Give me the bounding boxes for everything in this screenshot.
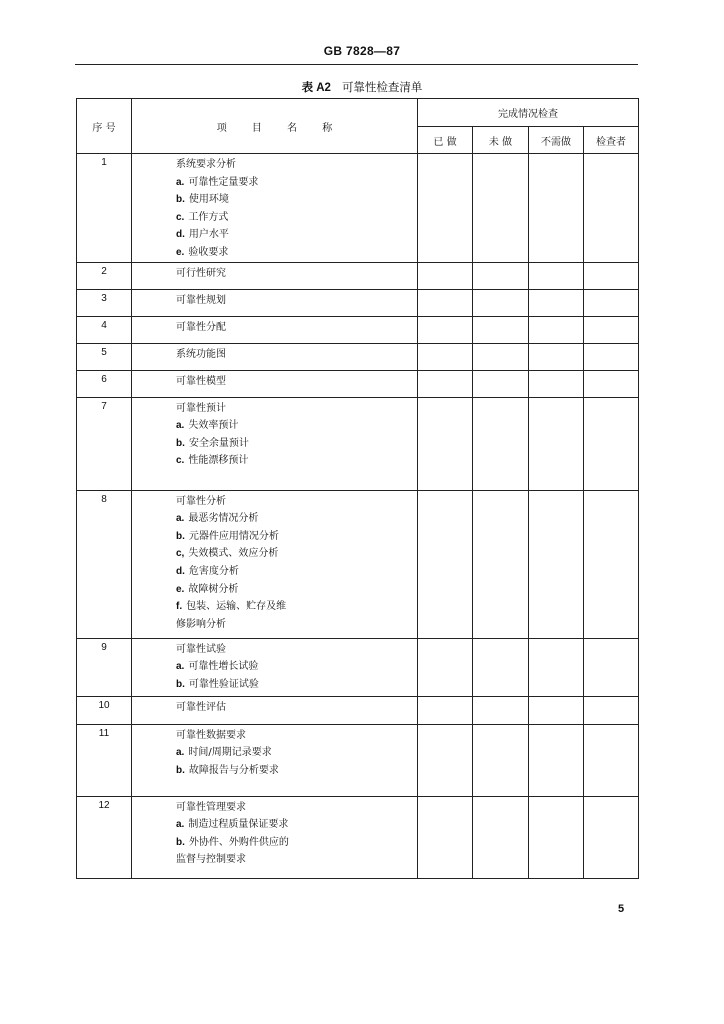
sub-item-text: 安全余量预计 bbox=[188, 437, 249, 449]
row-item bbox=[132, 696, 418, 724]
sub-item-text: 包装、运输、贮存及维 bbox=[186, 601, 287, 613]
sub-item-letter: a. bbox=[176, 420, 185, 432]
sub-item-text: 外协件、外购件供应的 bbox=[188, 836, 289, 848]
not-done-cell[interactable] bbox=[473, 638, 529, 696]
sub-item bbox=[176, 676, 417, 694]
done-cell[interactable] bbox=[418, 370, 473, 397]
sub-item bbox=[176, 581, 417, 599]
table-header bbox=[77, 99, 639, 154]
table-row bbox=[77, 796, 639, 878]
row-item bbox=[132, 262, 418, 289]
done-cell[interactable] bbox=[418, 154, 473, 263]
table-caption bbox=[0, 79, 724, 95]
sub-item-letter: b. bbox=[176, 678, 185, 690]
sub-item bbox=[176, 244, 417, 262]
checker-cell[interactable] bbox=[584, 696, 639, 724]
sub-item-text: 危害度分析 bbox=[188, 565, 239, 577]
sub-item-text: 制造过程质量保证要求 bbox=[188, 819, 289, 831]
sub-item bbox=[176, 191, 417, 209]
not-needed-cell[interactable] bbox=[529, 154, 584, 263]
table-row bbox=[77, 262, 639, 289]
row-number: 8 bbox=[77, 490, 132, 638]
not-done-cell[interactable] bbox=[473, 370, 529, 397]
not-needed-cell[interactable] bbox=[529, 370, 584, 397]
col-header-done: 已 做 bbox=[418, 127, 473, 154]
table-row bbox=[77, 397, 639, 490]
table-row bbox=[77, 370, 639, 397]
not-done-cell[interactable] bbox=[473, 262, 529, 289]
item-title: 可行性研究 bbox=[176, 267, 226, 279]
row-item bbox=[132, 796, 418, 878]
done-cell[interactable] bbox=[418, 696, 473, 724]
checker-cell[interactable] bbox=[584, 490, 639, 638]
done-cell[interactable] bbox=[418, 490, 473, 638]
sub-item-text: 可靠性增长试验 bbox=[188, 661, 259, 673]
not-needed-cell[interactable] bbox=[529, 316, 584, 343]
sub-item-letter: a. bbox=[176, 513, 185, 525]
sub-item bbox=[176, 174, 417, 192]
checker-cell[interactable] bbox=[584, 638, 639, 696]
table-row bbox=[77, 638, 639, 696]
table-row bbox=[77, 696, 639, 724]
sub-item-continuation: 修影响分析 bbox=[176, 618, 226, 630]
checker-cell[interactable] bbox=[584, 796, 639, 878]
sub-item bbox=[176, 598, 417, 616]
not-needed-cell[interactable] bbox=[529, 397, 584, 490]
not-done-cell[interactable] bbox=[473, 696, 529, 724]
sub-item-letter: a. bbox=[176, 176, 185, 188]
sub-item-text: 最恶劣情况分析 bbox=[188, 513, 259, 525]
col-header-not-done: 未 做 bbox=[473, 127, 529, 154]
standard-code: GB 7828—87 bbox=[323, 44, 401, 58]
sub-item-text: 工作方式 bbox=[188, 211, 229, 223]
not-done-cell[interactable] bbox=[473, 154, 529, 263]
table-number: 表 A2 bbox=[301, 82, 331, 94]
item-title: 系统要求分析 bbox=[176, 159, 236, 170]
table-title: 可靠性检查清单 bbox=[341, 80, 423, 94]
sub-item bbox=[176, 209, 417, 227]
sub-item bbox=[176, 658, 417, 676]
not-needed-cell[interactable] bbox=[529, 343, 584, 370]
done-cell[interactable] bbox=[418, 638, 473, 696]
not-done-cell[interactable] bbox=[473, 490, 529, 638]
table-body bbox=[77, 154, 639, 879]
item-title: 可靠性评估 bbox=[176, 701, 226, 713]
row-number: 9 bbox=[77, 638, 132, 696]
sub-item-text: 故障报告与分析要求 bbox=[188, 764, 279, 776]
item-title: 可靠性规划 bbox=[176, 294, 226, 306]
sub-item-text: 失效率预计 bbox=[188, 420, 239, 432]
checker-cell[interactable] bbox=[584, 154, 639, 263]
sub-item-text: 时间/周期记录要求 bbox=[188, 747, 272, 759]
item-title: 可靠性管理要求 bbox=[176, 801, 246, 813]
sub-item-text: 使用环境 bbox=[188, 194, 229, 206]
row-number: 10 bbox=[77, 696, 132, 724]
checker-cell[interactable] bbox=[584, 397, 639, 490]
row-item bbox=[132, 154, 418, 263]
sub-item bbox=[176, 816, 417, 834]
sub-item-letter: c. bbox=[176, 211, 185, 223]
row-number: 2 bbox=[77, 262, 132, 289]
not-needed-cell[interactable] bbox=[529, 696, 584, 724]
item-title: 可靠性分析 bbox=[176, 495, 226, 507]
not-needed-cell[interactable] bbox=[529, 796, 584, 878]
item-title: 可靠性模型 bbox=[176, 375, 226, 387]
col-header-seq: 序 号 bbox=[77, 99, 132, 154]
row-item bbox=[132, 490, 418, 638]
checker-cell[interactable] bbox=[584, 289, 639, 316]
row-number: 11 bbox=[77, 724, 132, 796]
sub-item-text: 元器件应用情况分析 bbox=[188, 530, 279, 542]
not-needed-cell[interactable] bbox=[529, 638, 584, 696]
done-cell[interactable] bbox=[418, 316, 473, 343]
sub-item-text: 验收要求 bbox=[188, 246, 229, 258]
sub-item bbox=[176, 226, 417, 244]
sub-item-letter: c. bbox=[176, 455, 185, 467]
sub-item-letter: b. bbox=[176, 836, 185, 848]
table-row bbox=[77, 154, 639, 263]
header-rule bbox=[75, 64, 638, 65]
row-item bbox=[132, 638, 418, 696]
not-done-cell[interactable] bbox=[473, 343, 529, 370]
not-done-cell[interactable] bbox=[473, 289, 529, 316]
sub-item-letter: a. bbox=[176, 661, 185, 673]
sub-item-letter: b. bbox=[176, 194, 185, 206]
sub-item-letter: f. bbox=[176, 601, 183, 613]
item-title: 可靠性数据要求 bbox=[176, 729, 246, 741]
sub-item-letter: d. bbox=[176, 565, 185, 577]
col-header-not-needed: 不需做 bbox=[529, 127, 584, 154]
sub-item bbox=[176, 417, 417, 435]
row-item bbox=[132, 316, 418, 343]
row-number: 7 bbox=[77, 397, 132, 490]
sub-item-letter: d. bbox=[176, 229, 185, 241]
sub-item bbox=[176, 545, 417, 563]
sub-item bbox=[176, 452, 417, 470]
not-needed-cell[interactable] bbox=[529, 490, 584, 638]
done-cell[interactable] bbox=[418, 343, 473, 370]
page-number: 5 bbox=[618, 903, 625, 915]
not-needed-cell[interactable] bbox=[529, 262, 584, 289]
table-row bbox=[77, 316, 639, 343]
done-cell[interactable] bbox=[418, 397, 473, 490]
not-done-cell[interactable] bbox=[473, 397, 529, 490]
sub-item bbox=[176, 834, 417, 852]
row-number: 4 bbox=[77, 316, 132, 343]
sub-item bbox=[176, 563, 417, 581]
col-header-status-group: 完成情况检查 bbox=[418, 99, 639, 127]
not-done-cell[interactable] bbox=[473, 316, 529, 343]
table-row bbox=[77, 490, 639, 638]
row-item bbox=[132, 343, 418, 370]
item-title: 系统功能图 bbox=[176, 348, 226, 360]
checker-cell[interactable] bbox=[584, 316, 639, 343]
row-item bbox=[132, 289, 418, 316]
done-cell[interactable] bbox=[418, 262, 473, 289]
sub-item bbox=[176, 435, 417, 453]
row-number: 6 bbox=[77, 370, 132, 397]
checker-cell[interactable] bbox=[584, 343, 639, 370]
row-item bbox=[132, 370, 418, 397]
sub-item-letter: b. bbox=[176, 437, 185, 449]
not-needed-cell[interactable] bbox=[529, 289, 584, 316]
sub-item bbox=[176, 744, 417, 762]
done-cell[interactable] bbox=[418, 796, 473, 878]
sub-item-letter: e. bbox=[176, 583, 185, 595]
sub-item-text: 性能漂移预计 bbox=[188, 455, 249, 467]
sub-item bbox=[176, 510, 417, 528]
item-title: 可靠性预计 bbox=[176, 402, 226, 414]
row-item bbox=[132, 724, 418, 796]
row-number: 5 bbox=[77, 343, 132, 370]
table-row bbox=[77, 343, 639, 370]
sub-item-text: 可靠性定量要求 bbox=[188, 176, 259, 188]
not-done-cell[interactable] bbox=[473, 796, 529, 878]
row-number: 3 bbox=[77, 289, 132, 316]
row-number: 1 bbox=[77, 154, 132, 263]
checker-cell[interactable] bbox=[584, 724, 639, 796]
not-needed-cell[interactable] bbox=[529, 724, 584, 796]
done-cell[interactable] bbox=[418, 289, 473, 316]
item-title: 可靠性试验 bbox=[176, 643, 226, 655]
checker-cell[interactable] bbox=[584, 370, 639, 397]
row-number: 12 bbox=[77, 796, 132, 878]
reliability-checklist-table bbox=[76, 98, 639, 879]
sub-item-text: 用户水平 bbox=[188, 229, 229, 241]
item-title: 可靠性分配 bbox=[176, 321, 226, 333]
sub-item-letter: b. bbox=[176, 764, 185, 776]
table-row bbox=[77, 724, 639, 796]
done-cell[interactable] bbox=[418, 724, 473, 796]
sub-item bbox=[176, 762, 417, 780]
sub-item-continuation: 监督与控制要求 bbox=[176, 854, 246, 866]
sub-item-text: 故障树分析 bbox=[188, 583, 239, 595]
sub-item-text: 失效模式、效应分析 bbox=[188, 548, 279, 560]
sub-item-letter: a. bbox=[176, 747, 185, 759]
sub-item-letter: b. bbox=[176, 530, 185, 542]
sub-item-letter: e. bbox=[176, 246, 185, 258]
table-row bbox=[77, 289, 639, 316]
col-header-checker: 检查者 bbox=[584, 127, 639, 154]
sub-item bbox=[176, 528, 417, 546]
sub-item-letter: a. bbox=[176, 819, 185, 831]
sub-item-text: 可靠性验证试验 bbox=[188, 678, 259, 690]
sub-item-letter: c, bbox=[176, 548, 185, 560]
checker-cell[interactable] bbox=[584, 262, 639, 289]
row-item bbox=[132, 397, 418, 490]
not-done-cell[interactable] bbox=[473, 724, 529, 796]
col-header-item: 项 目 名 称 bbox=[132, 99, 418, 154]
